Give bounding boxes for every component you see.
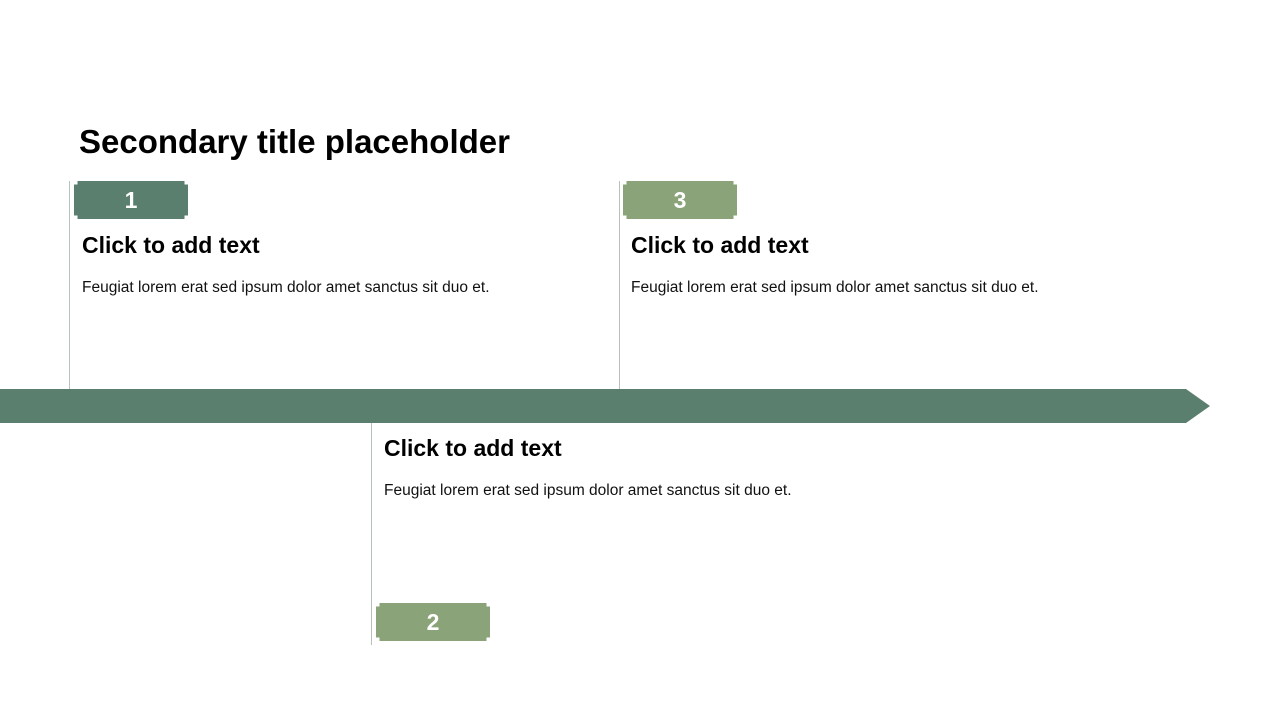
timeline-connector-2 — [371, 423, 372, 645]
step-badge-3 — [623, 181, 737, 219]
step-number-3: 3 — [673, 187, 687, 213]
item-heading-3[interactable]: Click to add text — [631, 232, 809, 258]
item-heading-1[interactable]: Click to add text — [82, 232, 260, 258]
item-body-1[interactable]: Feugiat lorem erat sed ipsum dolor amet sanctus sit duo et. — [82, 279, 490, 296]
item-body-2[interactable]: Feugiat lorem erat sed ipsum dolor amet sanctus sit duo et. — [384, 482, 792, 499]
step-badge-1 — [74, 181, 188, 219]
item-body-3[interactable]: Feugiat lorem erat sed ipsum dolor amet sanctus sit duo et. — [631, 279, 1039, 296]
step-number-1: 1 — [124, 187, 138, 213]
timeline-arrow — [0, 389, 1212, 423]
timeline-connector-3 — [619, 181, 620, 389]
slide-title[interactable]: Secondary title placeholder — [79, 123, 510, 160]
item-heading-2[interactable]: Click to add text — [384, 435, 562, 461]
timeline-connector-1 — [69, 181, 70, 389]
step-number-2: 2 — [426, 609, 440, 635]
step-badge-2 — [376, 603, 490, 641]
